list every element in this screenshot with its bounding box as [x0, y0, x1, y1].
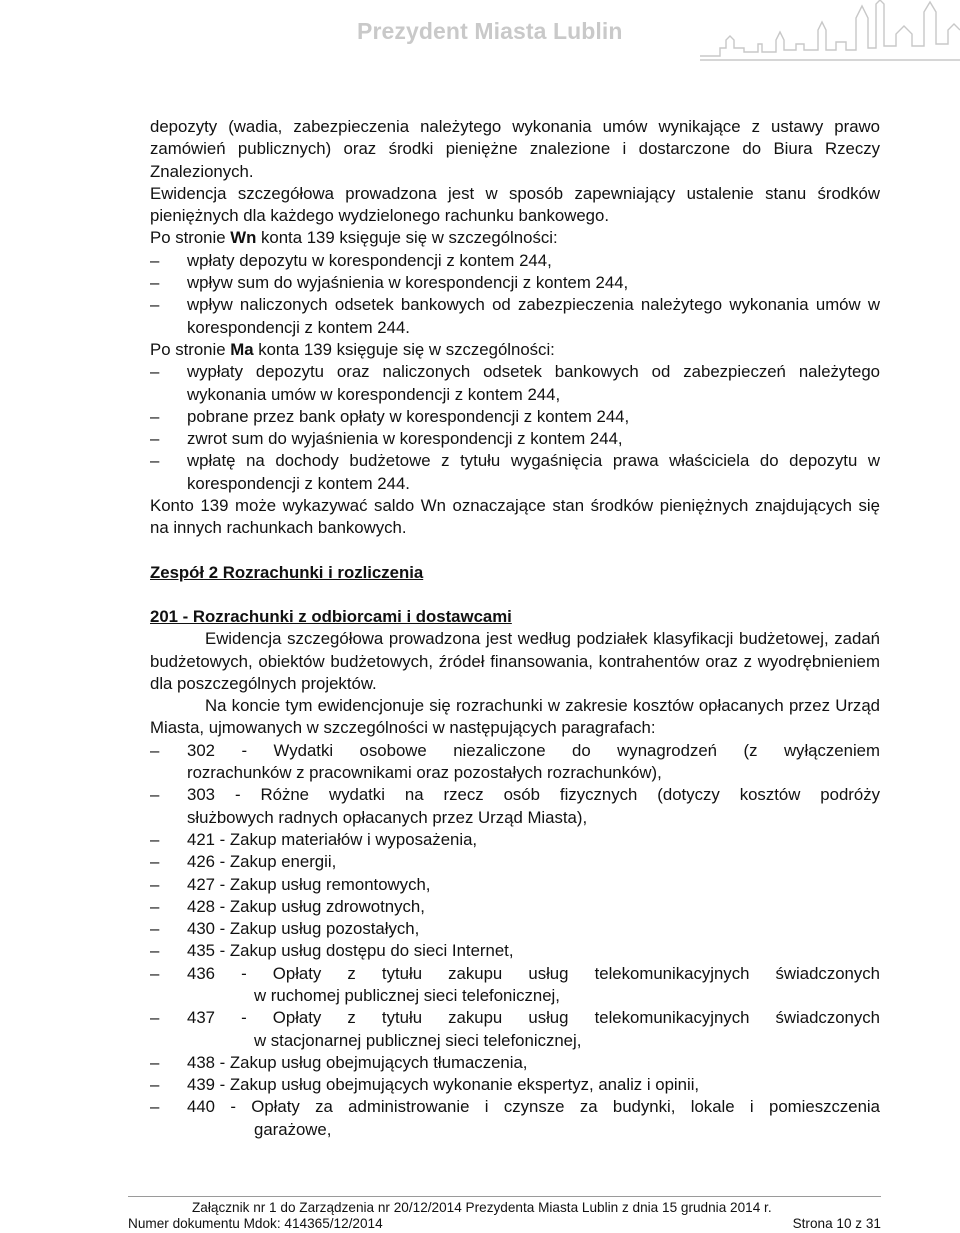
- list-item: – pobrane przez bank opłaty w korespondencji z kontem 244,: [150, 406, 880, 428]
- section-heading-account-201: 201 - Rozrachunki z odbiorcami i dostawcami: [150, 606, 512, 626]
- dash-bullet: –: [150, 1075, 160, 1095]
- paragraph-code-continuation: w ruchomej publicznej sieci telefonicznej,: [254, 985, 560, 1005]
- paragraph-wn-intro: Po stronie Wn konta 139 księguje się w szczególności:: [150, 228, 558, 248]
- list-item: – wpływ sum do wyjaśnienia w korespondencji z kontem 244,: [150, 272, 880, 294]
- paragraph-code-list: [150, 740, 880, 1141]
- section-heading-zespol: Zespół 2 Rozrachunki i rozliczenia: [150, 562, 424, 582]
- paragraph-code-continuation: garażowe,: [254, 1119, 332, 1139]
- paragraph-code-line: 426 - Zakup energii,: [187, 852, 337, 872]
- paragraph-detailed-classification: Ewidencja szczegółowa prowadzona jest według podziałek klasyfikacji budżetowej, zadań budżetowych, obiektów budżetowych, źródeł finansowania, kontrahentów oraz z wyodrębnieniem dla poszczególnych projektów.: [150, 629, 880, 693]
- paragraph-list-item: [150, 740, 880, 785]
- paragraph-code-line: 427 - Zakup usług remontowych,: [187, 874, 431, 894]
- dash-bullet: –: [150, 429, 160, 449]
- paragraph-code-line: 440 - Opłaty za administrowanie i czynsze za budynki, lokale i pomieszczenia: [187, 1097, 880, 1117]
- dash-bullet: –: [150, 941, 160, 961]
- paragraph-list-item: [150, 940, 880, 962]
- city-skyline-logo: [700, 0, 960, 78]
- footer-divider: [128, 1196, 881, 1197]
- paragraph-code-line: 436 - Opłaty z tytułu zakupu usług telekomunikacyjnych świadczonych: [187, 963, 880, 983]
- paragraph-code-line: 428 - Zakup usług zdrowotnych,: [187, 896, 425, 916]
- paragraph-list-item: [150, 829, 880, 851]
- document-body: [150, 116, 880, 1141]
- list-item: – zwrot sum do wyjaśnienia w korespondencji z kontem 244,: [150, 428, 880, 450]
- dash-bullet: –: [150, 874, 160, 894]
- paragraph-list-item: [150, 851, 880, 873]
- dash-bullet: –: [150, 852, 160, 872]
- dash-bullet: –: [150, 896, 160, 916]
- paragraph-ma-intro: Po stronie Ma konta 139 księguje się w szczególności:: [150, 339, 555, 359]
- list-item: – wpłatę na dochody budżetowe z tytułu wygaśnięcia prawa właściciela do depozytu w korespondencji z kontem 244.: [150, 451, 880, 493]
- dash-bullet: –: [150, 451, 160, 471]
- dash-bullet: –: [150, 785, 160, 805]
- paragraph-list-item: [150, 963, 880, 1008]
- dash-bullet: –: [150, 273, 160, 293]
- paragraph-code-line: 430 - Zakup usług pozostałych,: [187, 919, 420, 939]
- footer-attachment-note: Załącznik nr 1 do Zarządzenia nr 20/12/2014 Prezydenta Miasta Lublin z dnia 15 grudnia 2014 r.: [192, 1200, 772, 1215]
- paragraph-code-continuation: w stacjonarnej publicznej sieci telefonicznej,: [254, 1030, 582, 1050]
- paragraph-list-item: [150, 1096, 880, 1141]
- paragraph-code-line: 437 - Opłaty z tytułu zakupu usług telekomunikacyjnych świadczonych: [187, 1008, 880, 1028]
- paragraph-list-item: [150, 1074, 880, 1096]
- paragraph-detailed-records: Ewidencja szczegółowa prowadzona jest w sposób zapewniający ustalenie stanu środków pieniężnych dla każdego wydzielonego rachunku bankowego.: [150, 183, 880, 226]
- paragraph-code-line: 438 - Zakup usług obejmujących tłumaczenia,: [187, 1052, 528, 1072]
- dash-bullet: –: [150, 963, 160, 983]
- paragraph-list-item: [150, 896, 880, 918]
- paragraph-code-line: 421 - Zakup materiałów i wyposażenia,: [187, 829, 478, 849]
- paragraph-list-item: [150, 784, 880, 829]
- list-item: – wpływ naliczonych odsetek bankowych od zabezpieczenia należytego wykonania umów w korespondencji z kontem 244.: [150, 295, 880, 337]
- footer-document-number: Numer dokumentu Mdok: 414365/12/2014: [128, 1216, 383, 1231]
- footer-page-number: Strona 10 z 31: [792, 1216, 881, 1231]
- paragraph-code-line: 439 - Zakup usług obejmujących wykonanie ekspertyz, analiz i opinii,: [187, 1075, 700, 1095]
- paragraph-code-line: 435 - Zakup usług dostępu do sieci Internet,: [187, 941, 514, 961]
- paragraph-list-item: [150, 918, 880, 940]
- paragraph-list-item: [150, 1007, 880, 1052]
- list-item: – wpłaty depozytu w korespondencji z kontem 244,: [150, 250, 880, 272]
- dash-bullet: –: [150, 295, 160, 315]
- dash-bullet: –: [150, 829, 160, 849]
- paragraph-list-item: [150, 1052, 880, 1074]
- paragraph-balance: Konto 139 może wykazywać saldo Wn oznaczające stan środków pieniężnych znajdujących się na innych rachunkach bankowych.: [150, 496, 880, 538]
- dash-bullet: –: [150, 1008, 160, 1028]
- paragraph-code-continuation: rozrachunków z pracownikami oraz pozostałych rozrachunków),: [187, 763, 662, 783]
- paragraph-code-line: 302 - Wydatki osobowe niezaliczone do wynagrodzeń (z wyłączeniem: [187, 740, 880, 760]
- dash-bullet: –: [150, 1097, 160, 1117]
- dash-bullet: –: [150, 250, 160, 270]
- paragraph-deposits: depozyty (wadia, zabezpieczenia należytego wykonania umów wynikające z ustawy prawo zamówień publicznych) oraz środki pieniężne znalezione i dostarczone do Biura Rzeczy Znalezionych.: [150, 117, 880, 181]
- paragraph-costs-intro: Na koncie tym ewidencjonuje się rozrachunki w zakresie kosztów opłacanych przez Urząd Miasta, ujmowanych w szczególności w następujących paragrafach:: [150, 696, 880, 738]
- dash-bullet: –: [150, 362, 160, 382]
- paragraph-code-line: 303 - Różne wydatki na rzecz osób fizycznych (dotyczy kosztów podróży: [187, 785, 880, 805]
- dash-bullet: –: [150, 406, 160, 426]
- dash-bullet: –: [150, 740, 160, 760]
- list-item: – wypłaty depozytu oraz naliczonych odsetek bankowych od zabezpieczeń należytego wykonania umów w korespondencji z kontem 244,: [150, 362, 880, 404]
- dash-bullet: –: [150, 919, 160, 939]
- paragraph-list-item: [150, 874, 880, 896]
- paragraph-code-continuation: służbowych radnych opłacanych przez Urząd Miasta),: [187, 807, 588, 827]
- page-header-title: Prezydent Miasta Lublin: [357, 18, 623, 44]
- dash-bullet: –: [150, 1052, 160, 1072]
